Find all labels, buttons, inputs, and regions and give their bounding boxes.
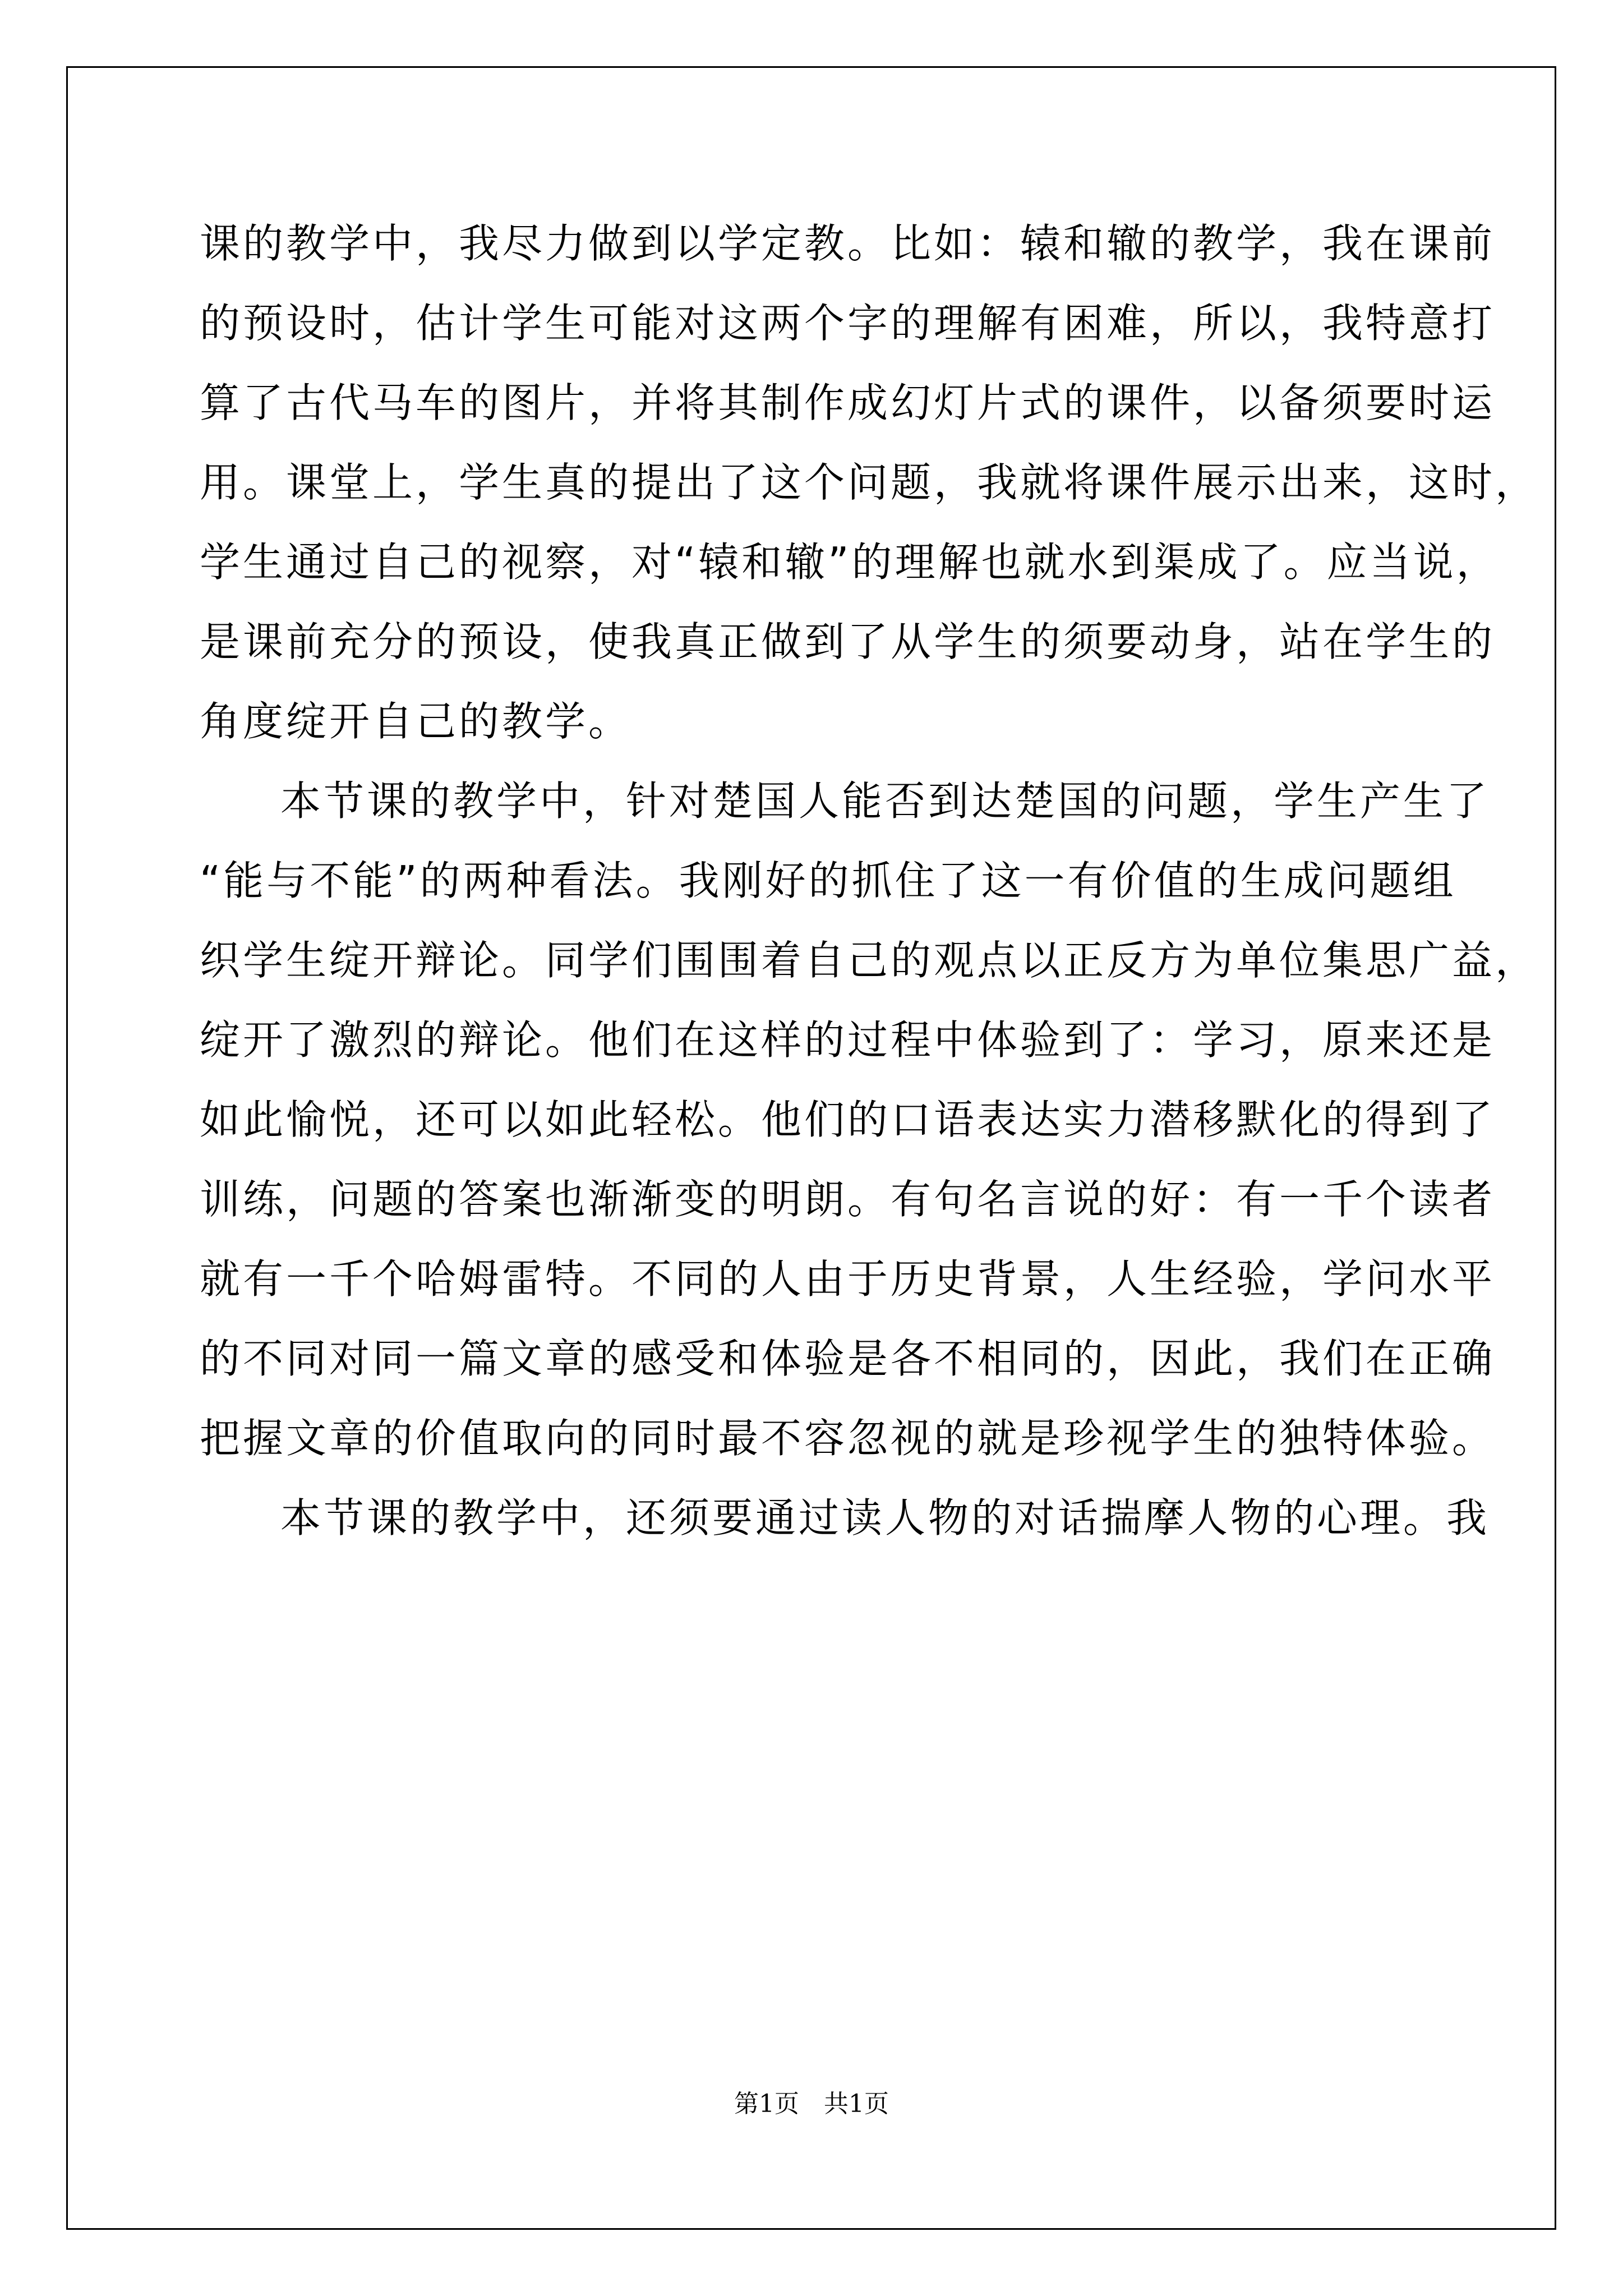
text-line: 本节课的教学中，还须要通过读人物的对话揣摩人物的心理。我 <box>280 1494 1490 1542</box>
text-line: “能与不能”的两种看法。我刚好的抓住了这一有价值的生成问题组 <box>200 857 1456 904</box>
text-line: 如此愉悦，还可以如此轻松。他们的口语表达实力潜移默化的得到了 <box>200 1096 1496 1143</box>
text-line: 就有一千个哈姆雷特。不同的人由于历史背景，人生经验，学问水平 <box>200 1255 1496 1303</box>
text-line: 的不同对同一篇文章的感受和体验是各不相同的，因此，我们在正确 <box>200 1335 1496 1382</box>
text-line: 学生通过自己的视察，对“辕和辙”的理解也就水到渠成了。应当说， <box>200 539 1500 586</box>
text-line: 把握文章的价值取向的同时最不容忽视的就是珍视学生的独特体验。 <box>200 1415 1496 1462</box>
text-line: 的预设时，估计学生可能对这两个字的理解有困难，所以，我特意打 <box>200 300 1496 347</box>
text-line: 用。课堂上，学生真的提出了这个问题，我就将课件展示出来，这时， <box>200 459 1539 506</box>
text-line: 角度绽开自己的教学。 <box>200 698 632 745</box>
text-line: 训练，问题的答案也渐渐变的明朗。有句名言说的好：有一千个读者 <box>200 1176 1496 1223</box>
page-footer: 第1页 共1页 <box>734 2090 889 2118</box>
text-line: 算了古代马车的图片，并将其制作成幻灯片式的课件，以备须要时运 <box>200 379 1496 426</box>
text-line: 织学生绽开辩论。同学们围围着自己的观点以正反方为单位集思广益， <box>200 937 1539 984</box>
text-line: 绽开了激烈的辩论。他们在这样的过程中体验到了：学习，原来还是 <box>200 1016 1496 1064</box>
text-line: 课的教学中，我尽力做到以学定教。比如：辕和辙的教学，我在课前 <box>200 220 1496 267</box>
text-line: 是课前充分的预设，使我真正做到了从学生的须要动身，站在学生的 <box>200 618 1496 665</box>
text-line: 本节课的教学中，针对楚国人能否到达楚国的问题，学生产生了 <box>280 777 1490 825</box>
